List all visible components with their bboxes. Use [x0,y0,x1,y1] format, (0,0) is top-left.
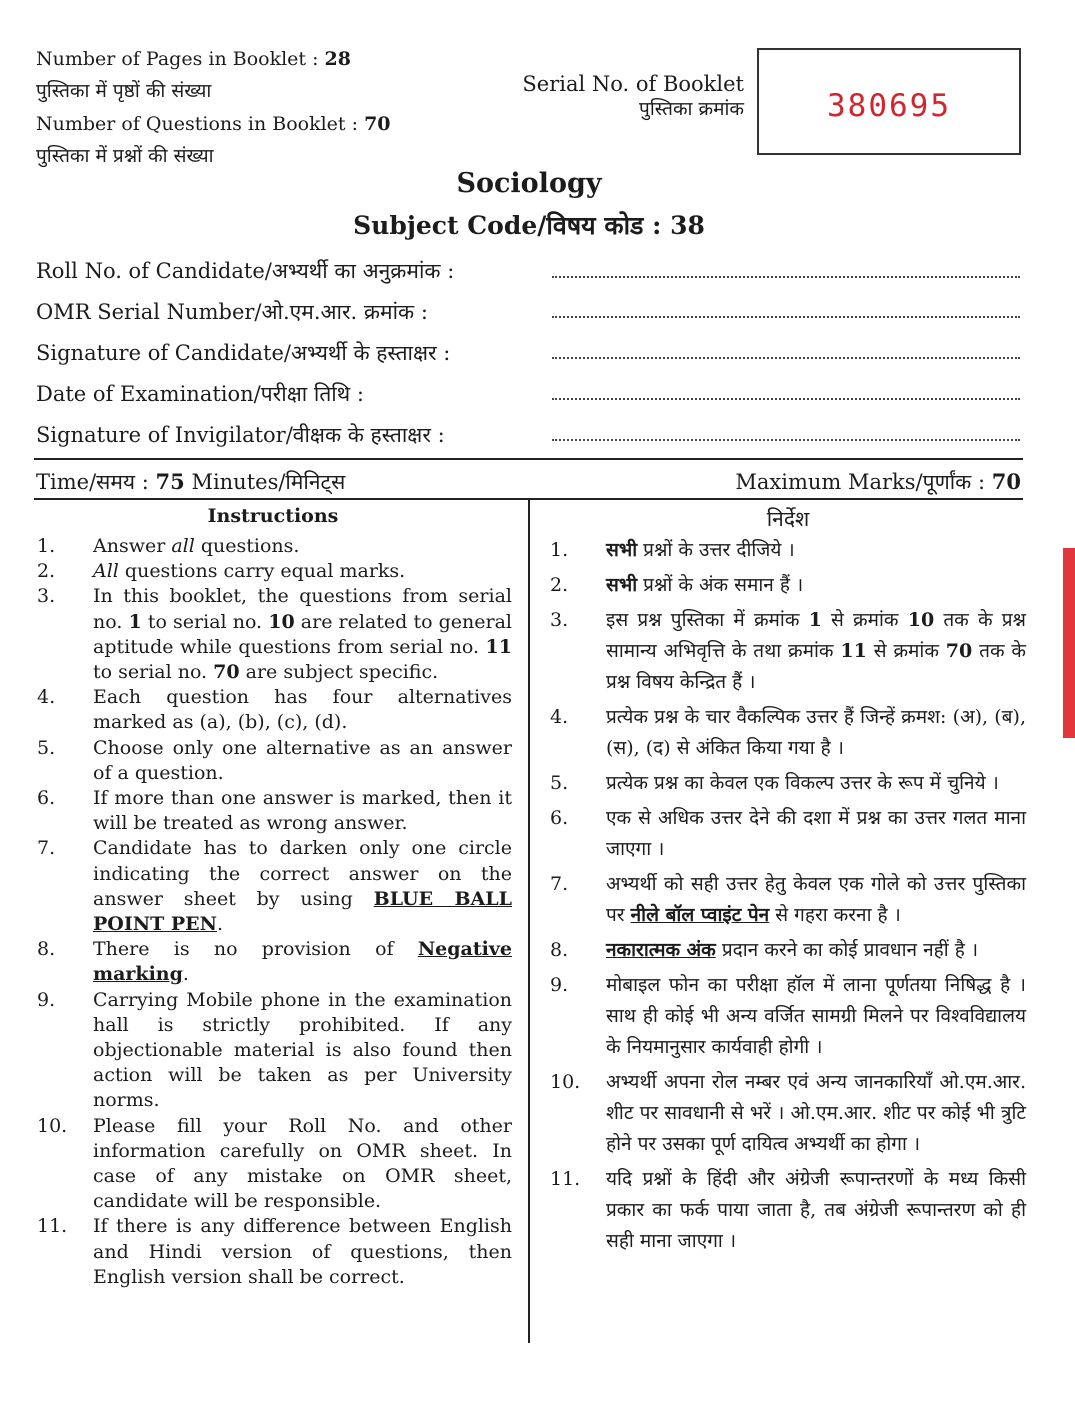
instructions-heading: Instructions [207,505,339,527]
item-text: . [216,913,224,936]
page-title: Sociology [456,168,602,199]
item-text: अभ्यर्थी को सही उत्तर हेतु केवल एक गोले को उत्तर पुस्तिका पर [606,873,1026,926]
instruction-item-hindi [550,935,1026,966]
questions-count [36,113,391,135]
max-marks [735,468,1021,496]
questions-value: 70 [364,113,391,135]
item-text: एक से अधिक उत्तर देने की दशा में प्रश्न का उत्तर गलत माना जाएगा । [606,807,1026,860]
max-marks-label: Maximum Marks/पूर्णांक : [735,470,986,494]
pages-count-hindi: पुस्तिका में पृष्ठों की संख्या [36,80,212,102]
item-bold-underlined: नीले बॉल प्वाइंट पेन [630,904,770,926]
omr-serial-label: OMR Serial Number/ओ.एम.आर. क्रमांक : [36,300,428,324]
item-bold: 11 [840,640,867,662]
item-bold: 1 [128,610,142,633]
time-info [36,468,345,496]
item-text: questions. [194,535,300,557]
item-bold-underlined: नकारात्मक अंक [606,939,716,961]
item-number: 4. [550,706,569,728]
edge-tab-marker [1063,548,1075,738]
serial-label: Serial No. of Booklet [522,72,744,96]
roll-no-field[interactable] [552,276,1020,278]
instruction-item [34,1214,512,1290]
item-text: are related to general aptitude while questions from serial no. [93,610,513,658]
item-bold: सभी [606,574,638,596]
item-number: 8. [550,939,569,961]
item-text: मोबाइल फोन का परीक्षा हॉल में लाना पूर्णतया निषिद्ध है । साथ ही कोई भी अन्य वर्जित सामग्री मिलने पर विश्वविद्यालय के नियमानुसार कार्यवाही होगी । [606,974,1026,1058]
pages-value: 28 [324,48,351,70]
exam-date-field[interactable] [552,398,1020,400]
serial-number-box [757,48,1021,155]
questions-count-hindi: पुस्तिका में प्रश्नों की संख्या [36,145,214,167]
item-bold: सभी [606,539,638,561]
item-bold: 70 [945,640,973,662]
item-text: तक के प्रश्न विषय केन्द्रित हैं । [606,640,1027,693]
item-number: 10. [550,1071,581,1093]
pages-label: Number of Pages in Booklet : [36,48,319,70]
item-text: से क्रमांक [821,609,908,631]
item-text: से गहरा करना है । [769,904,901,926]
item-text: प्रश्नों के अंक समान हैं । [637,574,804,596]
item-text: प्रत्येक प्रश्न के चार वैकल्पिक उत्तर हैं जिन्हें क्रमश: (अ), (ब), (स), (द) से अंकित किया गया है । [606,706,1026,759]
serial-number: 380695 [827,88,951,124]
instruction-item [34,836,512,937]
instruction-item [34,937,512,987]
item-number: 1. [37,535,56,557]
roll-no-label: Roll No. of Candidate/अभ्यर्थी का अनुक्रमांक : [36,259,455,283]
divider-top [34,458,1023,460]
item-number: 3. [550,609,569,631]
item-text: यदि प्रश्नों के हिंदी और अंग्रेजी रूपान्तरणों के मध्य किसी प्रकार का फर्क पाया जाता है, तब अंग्रेजी रूपान्तरण को ही सही माना जाएगा । [606,1168,1026,1252]
item-text: Carrying Mobile phone in the examination hall is strictly prohibited. If any objectionable material is also found then action will be taken as per University norms. [93,988,512,1112]
candidate-signature-field[interactable] [552,357,1020,359]
item-number: 1. [550,539,569,561]
item-number: 5. [37,736,56,759]
item-text: If there is any difference between English and Hindi version of questions, then English version shall be correct. [93,1215,512,1288]
item-text: In this booklet, the questions from serial no. [93,585,512,633]
item-bold: 70 [213,661,240,684]
item-text: अभ्यर्थी अपना रोल नम्बर एवं अन्य जानकारियाँ ओ.एम.आर. शीट पर सावधानी से भरें । ओ.एम.आर. शीट पर कोई भी त्रुटि होने पर उसका पूर्ण दायित्व अभ्यर्थी का होगा । [606,1071,1026,1155]
item-number: 9. [37,988,56,1011]
item-text: are subject specific. [239,661,439,684]
item-text: से क्रमांक [866,640,946,662]
time-value: 75 [155,469,185,494]
instruction-item [34,685,512,735]
item-text: If more than one answer is marked, then it will be treated as wrong answer. [93,787,512,835]
pages-count [36,48,351,70]
item-text: to serial no. [141,610,269,633]
instruction-item-hindi [550,1164,1026,1257]
item-bold: 11 [485,635,512,658]
instruction-item-hindi [550,702,1026,764]
item-number: 7. [550,873,569,895]
instruction-item-hindi [550,535,1026,566]
instruction-item-hindi [550,869,1026,931]
item-text: Candidate has to darken only one circle indicating the correct answer on the answer sheet by using [93,837,512,910]
instructions-list-english [34,534,512,1290]
item-number: 2. [550,574,569,596]
item-bold: 10 [268,610,295,633]
instruction-item-hindi [550,1067,1026,1160]
item-text: प्रदान करने का कोई प्रावधान नहीं है । [715,939,979,961]
item-number: 11. [37,1215,68,1238]
instruction-item-hindi [550,570,1026,601]
item-number: 9. [550,974,569,996]
item-bold: 1 [808,609,822,631]
item-number: 10. [37,1114,68,1137]
omr-serial-field[interactable] [552,316,1020,318]
item-number: 6. [37,787,56,810]
instructions-heading-hindi: निर्देश [766,507,810,531]
item-text: . [182,963,189,986]
instruction-item [34,1114,512,1215]
column-divider [528,500,530,1343]
instruction-item-hindi [550,803,1026,865]
item-text: प्रश्नों के उत्तर दीजिये । [637,539,795,561]
instructions-list-hindi [550,535,1026,1261]
instruction-item [34,988,512,1114]
time-unit: Minutes/मिनिट्स [191,470,346,494]
item-text: questions carry equal marks. [118,560,406,583]
instruction-item [34,786,512,836]
instruction-item-hindi [550,970,1026,1063]
item-number: 8. [37,938,56,961]
instruction-item [34,584,512,685]
max-marks-value: 70 [991,469,1021,494]
item-text: तक के प्रश्न सामान्य अभिवृत्ति के तथा क्रमांक [606,609,1026,662]
item-number: 5. [550,772,569,794]
questions-label: Number of Questions in Booklet : [36,113,359,135]
instruction-item [34,559,512,584]
instruction-item [34,736,512,786]
instruction-item-hindi [550,768,1026,799]
item-number: 11. [550,1168,581,1190]
candidate-signature-label: Signature of Candidate/अभ्यर्थी के हस्ताक्षर : [36,341,451,365]
item-text: to serial no. [93,661,214,684]
item-bold-underlined: Negative marking [93,938,512,986]
item-text: There is no provision of [93,938,418,961]
item-number: 6. [550,807,569,829]
subject-code: Subject Code/विषय कोड : 38 [353,211,705,240]
serial-label-hindi: पुस्तिका क्रमांक [639,98,744,120]
item-number: 7. [37,837,56,860]
item-text: Please fill your Roll No. and other information carefully on OMR sheet. In case of any mistake on OMR sheet, candidate will be responsible. [93,1114,512,1213]
instruction-item-hindi [550,605,1026,698]
item-bold: 10 [907,609,935,631]
item-text: Answer [93,535,172,557]
invigilator-signature-field[interactable] [552,439,1020,441]
invigilator-signature-label: Signature of Invigilator/वीक्षक के हस्ताक्षर : [36,423,445,447]
item-text: इस प्रश्न पुस्तिका में क्रमांक [606,609,809,631]
exam-date-label: Date of Examination/परीक्षा तिथि : [36,382,364,406]
item-emphasis: All [93,560,119,583]
item-number: 3. [37,585,56,608]
item-text: Each question has four alternatives marked as (a), (b), (c), (d). [93,686,512,734]
instruction-item [34,534,512,559]
item-number: 4. [37,686,56,709]
time-label: Time/समय : [36,470,149,494]
item-emphasis: all [171,535,195,557]
item-bold-underlined: BLUE BALL POINT PEN [93,887,512,936]
item-text: प्रत्येक प्रश्न का केवल एक विकल्प उत्तर के रूप में चुनिये । [606,772,999,794]
item-text: Choose only one alternative as an answer of a question. [93,736,512,784]
item-number: 2. [37,560,56,583]
